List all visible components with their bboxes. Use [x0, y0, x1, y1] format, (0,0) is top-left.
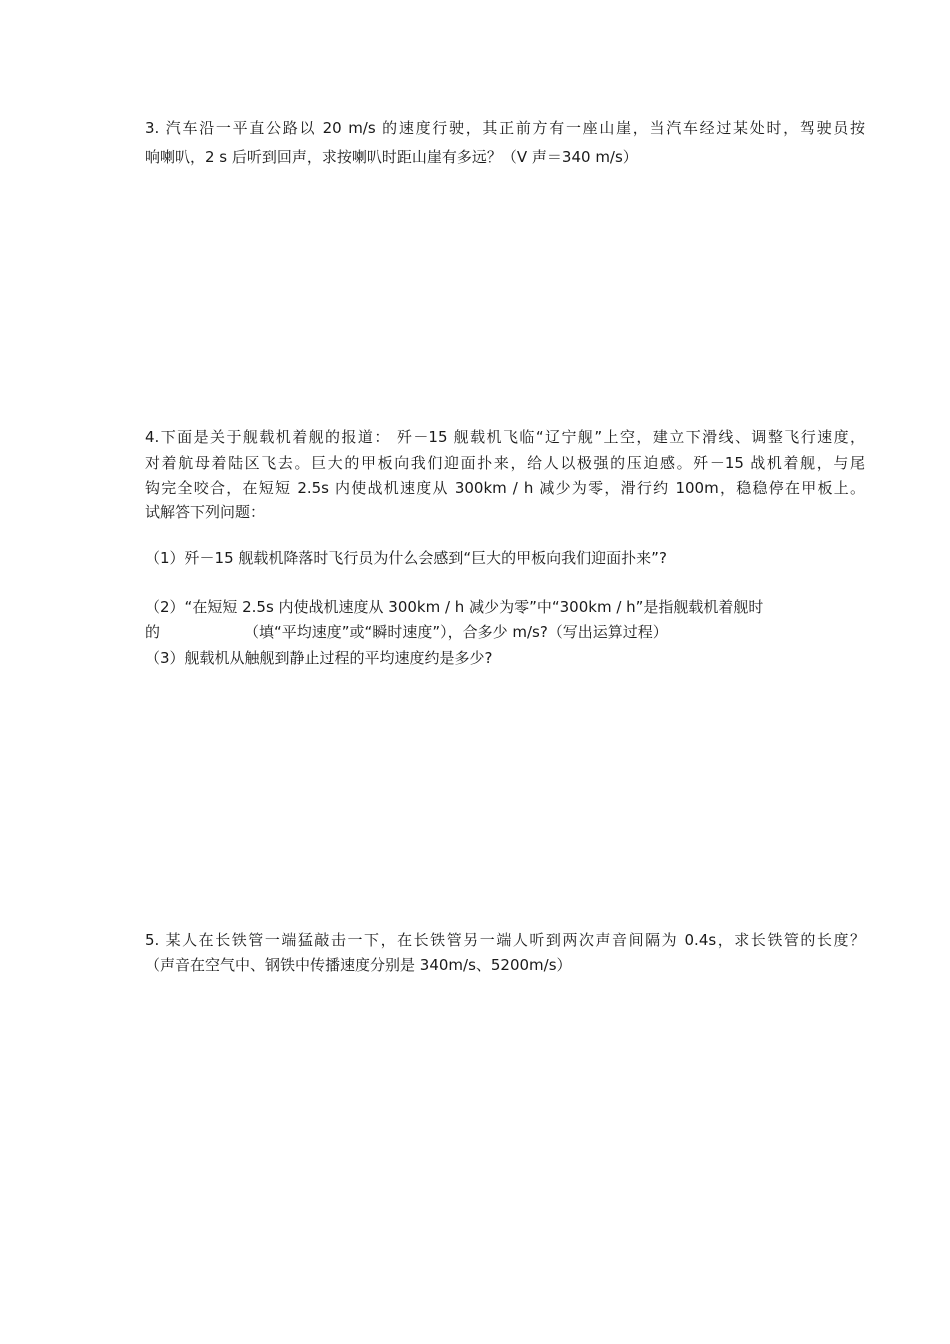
question-4-line-4: 试解答下列问题： [145, 503, 266, 521]
question-4-line-3: 钩完全咬合，在短短 2.5s 内使战机速度从 300km / h 减少为零，滑行约 100m，稳稳停在甲板上。 [145, 479, 865, 497]
question-3-line-1: 3. 汽车沿一平直公路以 20 m/s 的速度行驶，其正前方有一座山崖，当汽车经过某处时，驾驶员按 [145, 119, 865, 137]
question-4-sub-2-line-2 [145, 620, 865, 644]
question-3-line-2: 响喇叭，2 s 后听到回声，求按喇叭时距山崖有多远？（V 声＝340 m/s） [145, 148, 638, 166]
question-4-sub-3: （3）舰载机从触舰到静止过程的平均速度约是多少? [145, 649, 493, 667]
question-4-line-2: 对着航母着陆区飞去。巨大的甲板向我们迎面扑来，给人以极强的压迫感。歼－15 战机着舰，与尾 [145, 454, 865, 472]
question-4-line-1: 4.下面是关于舰载机着舰的报道： 歼－15 舰载机飞临“辽宁舰”上空，建立下滑线、调整飞行速度， [145, 428, 865, 446]
question-5-line-2: （声音在空气中、钢铁中传播速度分别是 340m/s、5200m/s） [145, 956, 572, 974]
question-4-sub-1: （1）歼－15 舰载机降落时飞行员为什么会感到“巨大的甲板向我们迎面扑来”? [145, 549, 667, 567]
question-4-sub-2-suffix: （填“平均速度”或“瞬时速度”），合多少 m/s?（写出运算过程） [244, 623, 668, 641]
question-4-sub-2-line-1: （2）“在短短 2.5s 内使战机速度从 300km / h 减少为零”中“300km / h”是指舰载机着舰时 [145, 598, 764, 616]
question-5-line-1: 5. 某人在长铁管一端猛敲击一下，在长铁管另一端人听到两次声音间隔为 0.4s，求长铁管的长度？ [145, 931, 865, 949]
question-4-sub-2-prefix: 的 [145, 623, 161, 641]
